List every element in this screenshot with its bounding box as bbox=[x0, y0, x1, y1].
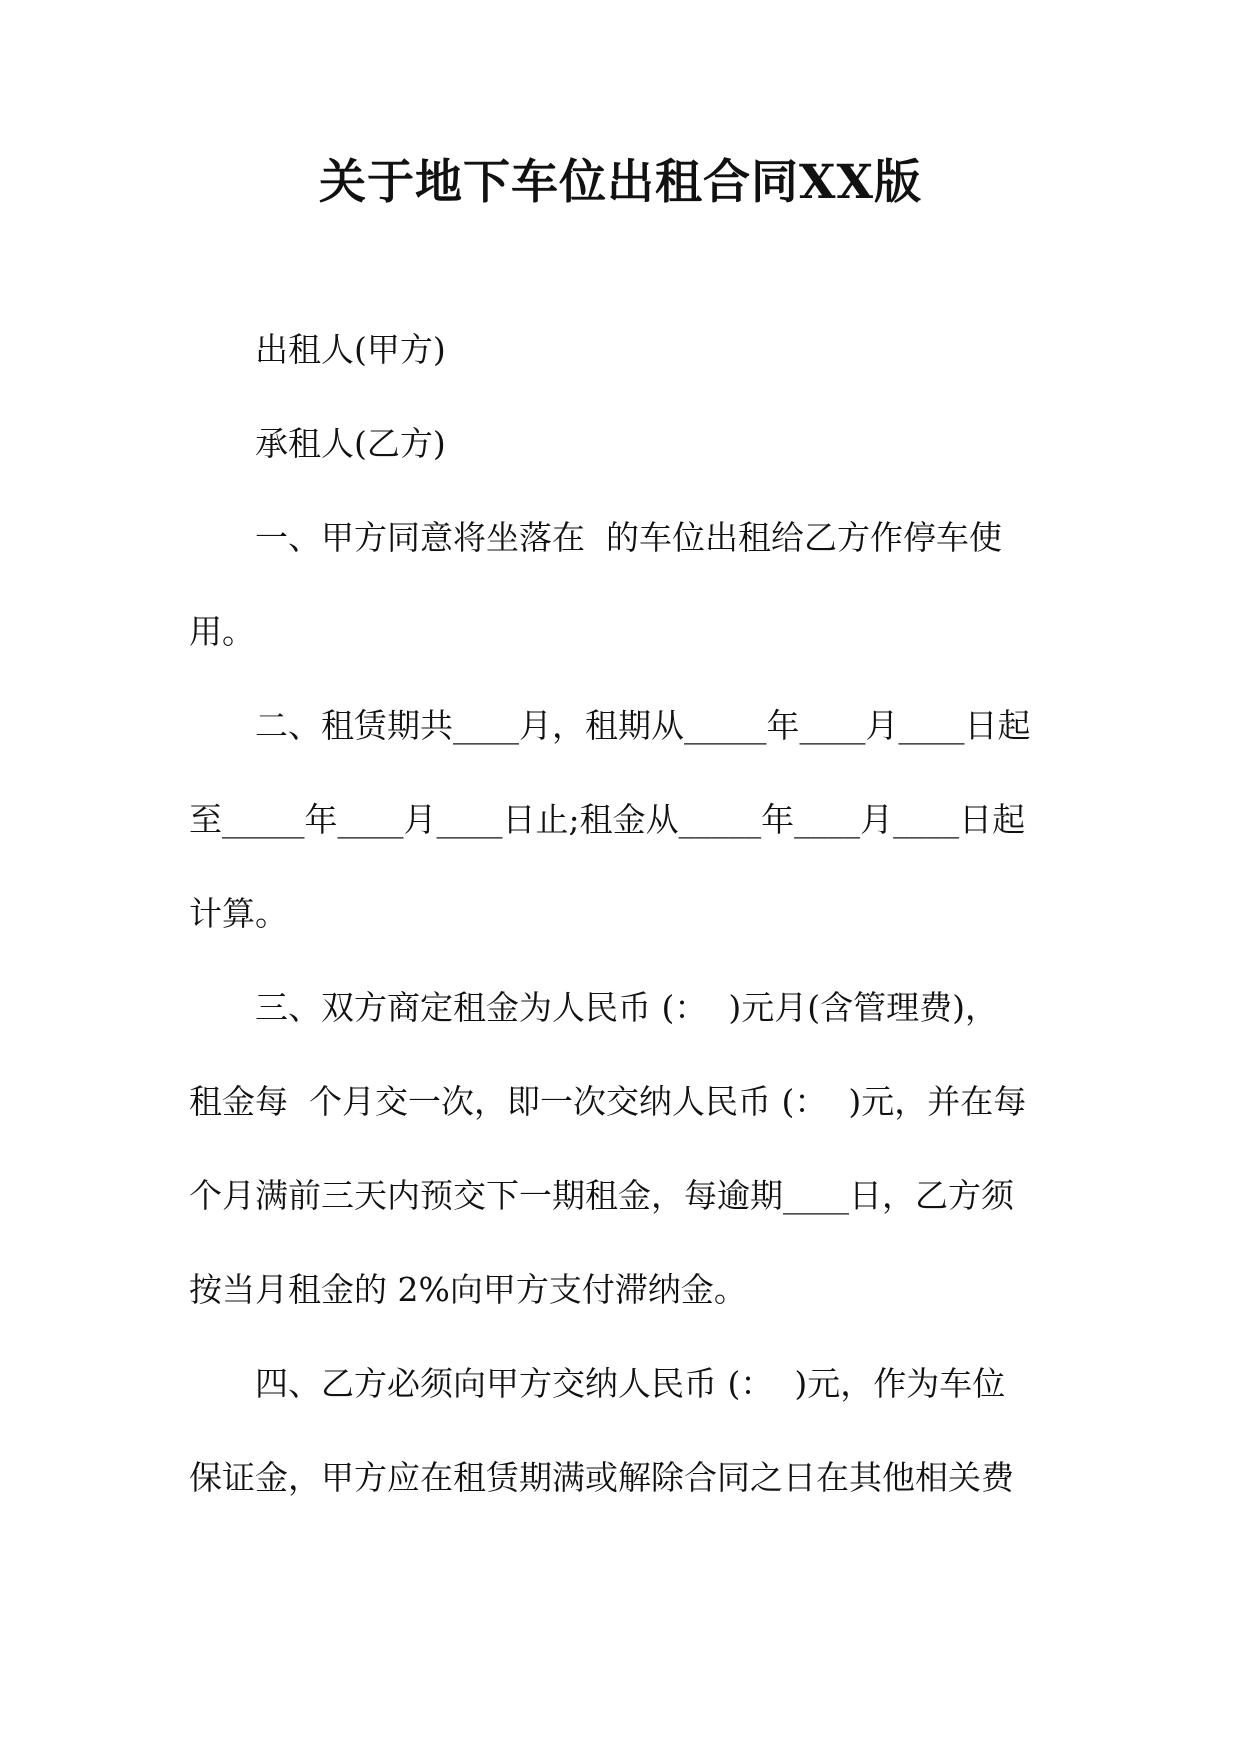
clause-1-line-1: 一、甲方同意将坐落在 的车位出租给乙方作停车使 bbox=[255, 518, 1002, 557]
clause-4-line-1: 四、乙方必须向甲方交纳人民币 (： )元，作为车位 bbox=[255, 1364, 1006, 1403]
clause-3-line-2: 租金每 个月交一次，即一次交纳人民币 (： )元，并在每 bbox=[189, 1082, 1027, 1121]
contract-body bbox=[189, 303, 1189, 1525]
clause-3-line-1: 三、双方商定租金为人民币 (： )元月(含管理费)， bbox=[255, 988, 998, 1027]
lessee-line: 承租人(乙方) bbox=[255, 424, 446, 463]
document-title: 关于地下车位出租合同XX版 bbox=[319, 155, 922, 210]
clause-2-line-1: 二、租赁期共____月，租期从_____年____月____日起 bbox=[255, 706, 1031, 745]
clause-1-line-2: 用。 bbox=[189, 612, 255, 651]
clause-4-line-2: 保证金，甲方应在租赁期满或解除合同之日在其他相关费 bbox=[189, 1458, 1014, 1497]
clause-3-line-4: 按当月租金的 2%向甲方支付滞纳金。 bbox=[189, 1270, 747, 1309]
lessor-line: 出租人(甲方) bbox=[255, 330, 446, 369]
clause-2-line-2: 至_____年____月____日止;租金从_____年____月____日起 bbox=[189, 800, 1026, 839]
clause-2-line-3: 计算。 bbox=[189, 894, 288, 933]
clause-3-line-3: 个月满前三天内预交下一期租金，每逾期____日，乙方须 bbox=[189, 1176, 1014, 1215]
